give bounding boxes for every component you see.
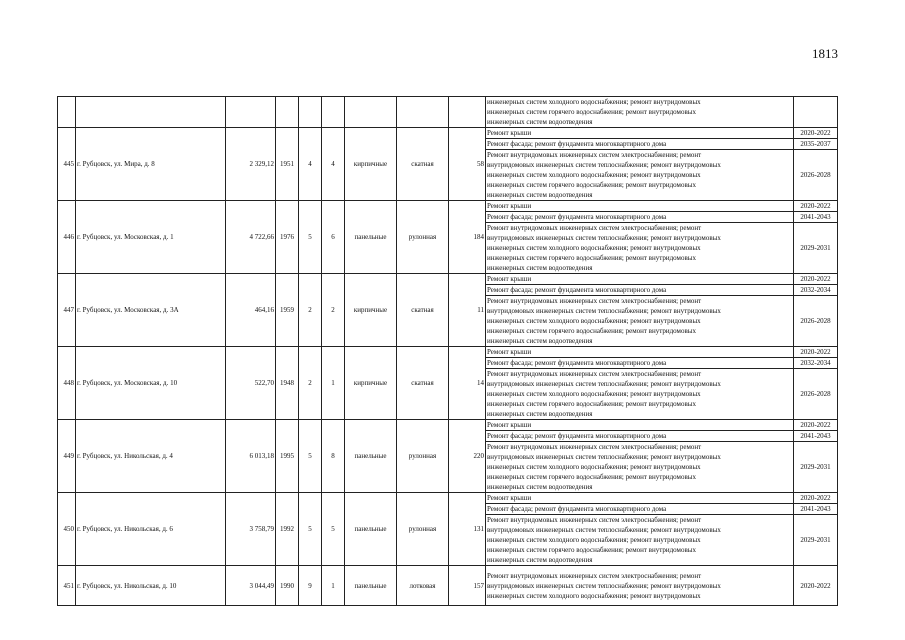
work-line: инженерных систем горячего водоснабжения; ремонт внутридомовых: [487, 327, 696, 335]
row-number-cell: 451: [58, 566, 76, 606]
work-line: Ремонт крыши: [487, 129, 532, 137]
entrances-cell: 6: [322, 201, 345, 274]
address-cell: г. Рубцовск, ул. Никольская, д. 10: [76, 566, 226, 606]
work-line: Ремонт внутридомовых инженерных систем электроснабжения; ремонт: [487, 443, 702, 451]
area-cell: 522,70: [226, 347, 276, 420]
period-cell: 2020-2022: [794, 493, 838, 504]
continuation-row: [58, 97, 838, 128]
apartments-cell: 157: [449, 566, 486, 606]
period-cell: 2026-2028: [794, 150, 838, 201]
work-line: инженерных систем водоотведения: [487, 483, 593, 491]
work-type-cell: [486, 150, 794, 201]
work-line: Ремонт фасада; ремонт фундамента многоквартирного дома: [487, 140, 667, 148]
work-line: инженерных систем горячего водоснабжения; ремонт внутридомовых: [487, 108, 696, 116]
work-type-cell: [486, 515, 794, 566]
work-type-cell: [486, 347, 794, 358]
work-type-cell: [486, 285, 794, 296]
work-line: инженерных систем холодного водоснабжения; ремонт внутридомовых: [487, 98, 701, 106]
row-number-cell: 448: [58, 347, 76, 420]
work-line: Ремонт внутридомовых инженерных систем электроснабжения; ремонт: [487, 370, 702, 378]
period-cell: 2035-2037: [794, 139, 838, 150]
apartments-cell: 220: [449, 420, 486, 493]
cont-entrances-cell: [322, 97, 345, 128]
apartments-cell: 11: [449, 274, 486, 347]
work-type-cell: [486, 212, 794, 223]
work-line: внутридомовых инженерных систем теплоснабжения; ремонт внутридомовых: [487, 234, 721, 242]
year-cell: 1992: [276, 493, 299, 566]
work-type-cell: [486, 201, 794, 212]
work-line: инженерных систем горячего водоснабжения; ремонт внутридомовых: [487, 181, 696, 189]
register-body: [58, 97, 838, 606]
floors-cell: 5: [299, 201, 322, 274]
material-cell: панельные: [345, 566, 397, 606]
period-cell: 2020-2022: [794, 201, 838, 212]
work-line: Ремонт фасада; ремонт фундамента многоквартирного дома: [487, 359, 667, 367]
roof-type-cell: рулонная: [397, 201, 449, 274]
work-line: инженерных систем холодного водоснабжения; ремонт внутридомовых: [487, 536, 701, 544]
work-line: инженерных систем холодного водоснабжения; ремонт внутридомовых: [487, 591, 701, 600]
area-cell: 4 722,66: [226, 201, 276, 274]
year-cell: 1995: [276, 420, 299, 493]
work-line: Ремонт внутридомовых инженерных систем электроснабжения; ремонт: [487, 151, 702, 159]
entrances-cell: 5: [322, 493, 345, 566]
roof-type-cell: скатная: [397, 274, 449, 347]
period-cell: 2026-2028: [794, 369, 838, 420]
period-cell: 2029-2031: [794, 223, 838, 274]
row-number-cell: 449: [58, 420, 76, 493]
address-cell: г. Рубцовск, ул. Московская, д. 1: [76, 201, 226, 274]
entrances-cell: 8: [322, 420, 345, 493]
material-cell: кирпичные: [345, 347, 397, 420]
material-cell: панельные: [345, 420, 397, 493]
table-row: [58, 274, 838, 285]
page-number: 1813: [812, 46, 838, 61]
address-cell: г. Рубцовск, ул. Никольская, д. 4: [76, 420, 226, 493]
period-cell: 2041-2043: [794, 212, 838, 223]
work-line: инженерных систем холодного водоснабжения; ремонт внутридомовых: [487, 317, 701, 325]
work-type-cell: [486, 566, 794, 606]
cont-period-cell: [794, 97, 838, 128]
cont-work-cell: [486, 97, 794, 128]
work-line: внутридомовых инженерных систем теплоснабжения; ремонт внутридомовых: [487, 581, 721, 590]
year-cell: 1948: [276, 347, 299, 420]
year-cell: 1959: [276, 274, 299, 347]
material-cell: панельные: [345, 201, 397, 274]
period-cell: 2032-2034: [794, 358, 838, 369]
work-line: инженерных систем водоотведения: [487, 556, 593, 564]
work-type-cell: [486, 493, 794, 504]
floors-cell: 5: [299, 493, 322, 566]
cont-area-cell: [226, 97, 276, 128]
period-cell: 2041-2043: [794, 431, 838, 442]
row-number-cell: 450: [58, 493, 76, 566]
work-line: инженерных систем водоотведения: [487, 410, 593, 418]
area-cell: 3 758,79: [226, 493, 276, 566]
work-line: Ремонт крыши: [487, 348, 532, 356]
apartments-cell: 14: [449, 347, 486, 420]
material-cell: кирпичные: [345, 128, 397, 201]
apartments-cell: 131: [449, 493, 486, 566]
address-cell: г. Рубцовск, ул. Никольская, д. 6: [76, 493, 226, 566]
work-line: Ремонт внутридомовых инженерных систем электроснабжения; ремонт: [487, 516, 702, 524]
year-cell: 1990: [276, 566, 299, 606]
work-line: Ремонт крыши: [487, 421, 532, 429]
work-line: Ремонт крыши: [487, 202, 532, 210]
entrances-cell: 1: [322, 347, 345, 420]
table-row: [58, 347, 838, 358]
cont-roof-cell: [397, 97, 449, 128]
work-line: инженерных систем водоотведения: [487, 264, 593, 272]
cont-floors-cell: [299, 97, 322, 128]
year-cell: 1976: [276, 201, 299, 274]
material-cell: панельные: [345, 493, 397, 566]
floors-cell: 2: [299, 274, 322, 347]
cont-apartments-cell: [449, 97, 486, 128]
area-cell: 3 044,49: [226, 566, 276, 606]
work-type-cell: [486, 128, 794, 139]
work-type-cell: [486, 431, 794, 442]
address-cell: г. Рубцовск, ул. Московская, д. 10: [76, 347, 226, 420]
work-line: Ремонт крыши: [487, 494, 532, 502]
work-type-cell: [486, 504, 794, 515]
address-cell: г. Рубцовск, ул. Московская, д. 3А: [76, 274, 226, 347]
area-cell: 6 013,18: [226, 420, 276, 493]
work-line: Ремонт фасада; ремонт фундамента многоквартирного дома: [487, 505, 667, 513]
work-line: внутридомовых инженерных систем теплоснабжения; ремонт внутридомовых: [487, 161, 721, 169]
row-number-cell: 446: [58, 201, 76, 274]
work-line: Ремонт внутридомовых инженерных систем электроснабжения; ремонт: [487, 571, 702, 580]
entrances-cell: 1: [322, 566, 345, 606]
period-cell: 2020-2022: [794, 128, 838, 139]
table-row: [58, 420, 838, 431]
entrances-cell: 2: [322, 274, 345, 347]
roof-type-cell: рулонная: [397, 420, 449, 493]
apartments-cell: 58: [449, 128, 486, 201]
work-type-cell: [486, 369, 794, 420]
work-line: инженерных систем горячего водоснабжения; ремонт внутридомовых: [487, 473, 696, 481]
period-cell: 2020-2022: [794, 566, 838, 606]
work-type-cell: [486, 274, 794, 285]
period-cell: 2029-2031: [794, 442, 838, 493]
floors-cell: 2: [299, 347, 322, 420]
work-line: инженерных систем водоотведения: [487, 337, 593, 345]
work-type-cell: [486, 296, 794, 347]
period-cell: 2041-2043: [794, 504, 838, 515]
work-type-cell: [486, 358, 794, 369]
work-line: инженерных систем холодного водоснабжения; ремонт внутридомовых: [487, 390, 701, 398]
cont-year-cell: [276, 97, 299, 128]
roof-type-cell: скатная: [397, 128, 449, 201]
apartments-cell: 184: [449, 201, 486, 274]
roof-type-cell: лотковая: [397, 566, 449, 606]
floors-cell: 5: [299, 420, 322, 493]
work-line: внутридомовых инженерных систем теплоснабжения; ремонт внутридомовых: [487, 307, 721, 315]
area-cell: 2 329,12: [226, 128, 276, 201]
work-line: инженерных систем холодного водоснабжения; ремонт внутридомовых: [487, 463, 701, 471]
area-cell: 464,16: [226, 274, 276, 347]
cont-address-cell: [76, 97, 226, 128]
period-cell: 2029-2031: [794, 515, 838, 566]
work-line: внутридомовых инженерных систем теплоснабжения; ремонт внутридомовых: [487, 453, 721, 461]
work-line: Ремонт внутридомовых инженерных систем электроснабжения; ремонт: [487, 224, 702, 232]
work-type-cell: [486, 442, 794, 493]
work-line: инженерных систем водоотведения: [487, 118, 593, 126]
period-cell: 2020-2022: [794, 420, 838, 431]
cont-num-cell: [58, 97, 76, 128]
cont-material-cell: [345, 97, 397, 128]
period-cell: 2026-2028: [794, 296, 838, 347]
address-cell: г. Рубцовск, ул. Мира, д. 8: [76, 128, 226, 201]
work-type-cell: [486, 139, 794, 150]
entrances-cell: 4: [322, 128, 345, 201]
work-line: внутридомовых инженерных систем теплоснабжения; ремонт внутридомовых: [487, 380, 721, 388]
table-row: [58, 128, 838, 139]
roof-type-cell: скатная: [397, 347, 449, 420]
work-line: Ремонт фасада; ремонт фундамента многоквартирного дома: [487, 213, 667, 221]
work-line: Ремонт внутридомовых инженерных систем электроснабжения; ремонт: [487, 297, 702, 305]
period-cell: 2020-2022: [794, 347, 838, 358]
work-line: инженерных систем горячего водоснабжения; ремонт внутридомовых: [487, 254, 696, 262]
work-line: Ремонт крыши: [487, 275, 532, 283]
table-row: [58, 493, 838, 504]
floors-cell: 9: [299, 566, 322, 606]
work-line: инженерных систем холодного водоснабжения; ремонт внутридомовых: [487, 171, 701, 179]
table-row: [58, 201, 838, 212]
work-type-cell: [486, 420, 794, 431]
roof-type-cell: рулонная: [397, 493, 449, 566]
work-line: Ремонт фасада; ремонт фундамента многоквартирного дома: [487, 432, 667, 440]
work-type-cell: [486, 223, 794, 274]
floors-cell: 4: [299, 128, 322, 201]
work-line: инженерных систем водоотведения: [487, 191, 593, 199]
year-cell: 1951: [276, 128, 299, 201]
row-number-cell: 445: [58, 128, 76, 201]
work-line: внутридомовых инженерных систем теплоснабжения; ремонт внутридомовых: [487, 526, 721, 534]
housing-register-table: [57, 96, 838, 606]
row-number-cell: 447: [58, 274, 76, 347]
period-cell: 2032-2034: [794, 285, 838, 296]
table-row: [58, 566, 838, 606]
work-line: Ремонт фасада; ремонт фундамента многоквартирного дома: [487, 286, 667, 294]
work-line: инженерных систем холодного водоснабжения; ремонт внутридомовых: [487, 244, 701, 252]
material-cell: кирпичные: [345, 274, 397, 347]
period-cell: 2020-2022: [794, 274, 838, 285]
work-line: инженерных систем горячего водоснабжения; ремонт внутридомовых: [487, 546, 696, 554]
work-line: инженерных систем горячего водоснабжения; ремонт внутридомовых: [487, 400, 696, 408]
